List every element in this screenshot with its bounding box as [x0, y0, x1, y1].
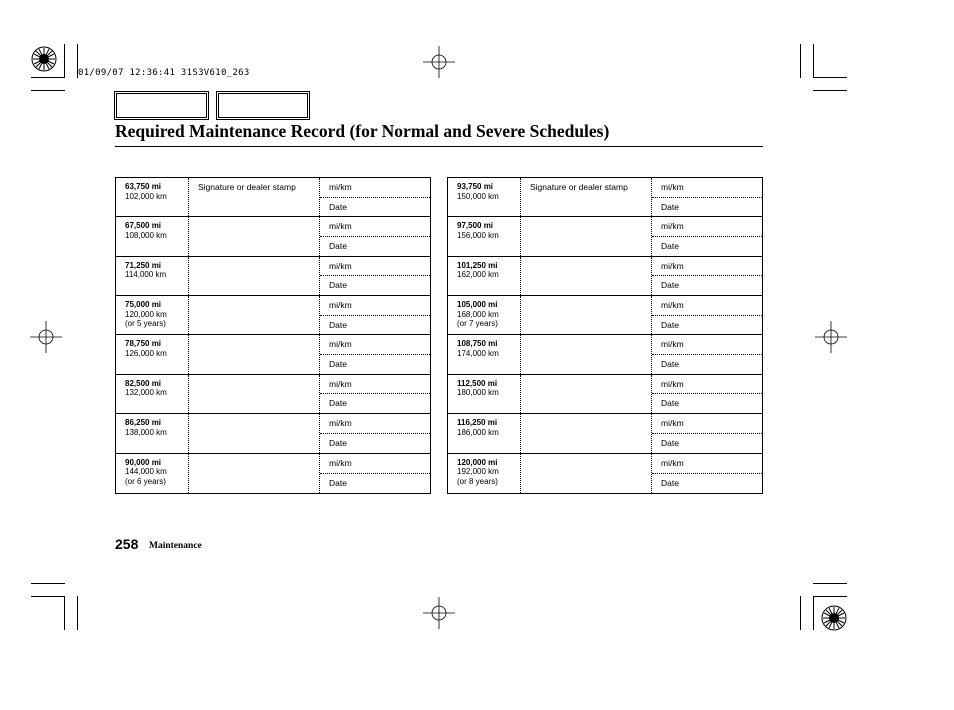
signature-cell[interactable]	[189, 454, 320, 493]
table-row	[116, 296, 430, 335]
signature-cell[interactable]	[189, 217, 320, 255]
mileage-field[interactable]	[652, 217, 762, 237]
table-row	[448, 454, 762, 493]
interval-cell	[116, 257, 189, 295]
mileage-field[interactable]	[320, 178, 430, 198]
record-fields	[652, 178, 762, 216]
interval-cell	[116, 375, 189, 413]
mileage-field[interactable]	[320, 414, 430, 434]
date-field[interactable]	[320, 474, 430, 493]
signature-cell[interactable]	[521, 375, 652, 413]
date-label: Date	[661, 398, 679, 409]
table-row	[448, 375, 762, 414]
mileage-field[interactable]	[320, 454, 430, 474]
interval-miles: 101,250 mi	[457, 260, 498, 270]
interval-miles: 112,500 mi	[457, 378, 498, 388]
date-field[interactable]	[320, 316, 430, 335]
interval-miles: 67,500 mi	[125, 221, 162, 231]
interval-km: 144,000 km	[125, 467, 167, 477]
interval-miles: 97,500 mi	[457, 221, 494, 231]
interval-cell	[116, 296, 189, 334]
date-label: Date	[661, 280, 679, 291]
registration-crosshair-icon	[423, 597, 455, 629]
interval-years: (or 8 years)	[457, 476, 498, 486]
signature-cell[interactable]	[521, 335, 652, 373]
date-label: Date	[329, 437, 347, 448]
interval-cell	[448, 335, 521, 373]
record-fields	[652, 217, 762, 255]
date-label: Date	[329, 201, 347, 212]
mileage-label: mi/km	[329, 300, 352, 311]
interval-years: (or 7 years)	[457, 319, 498, 329]
table-row	[116, 257, 430, 296]
date-field[interactable]	[320, 198, 430, 217]
interval-miles: 86,250 mi	[125, 418, 162, 428]
mileage-field[interactable]	[320, 257, 430, 277]
interval-cell	[448, 414, 521, 452]
mileage-field[interactable]	[652, 335, 762, 355]
interval-years: (or 5 years)	[125, 319, 166, 329]
date-label: Date	[329, 477, 347, 488]
signature-label: Signature or dealer stamp	[198, 182, 296, 192]
mileage-field[interactable]	[320, 217, 430, 237]
signature-cell[interactable]	[521, 217, 652, 255]
signature-cell[interactable]	[521, 296, 652, 334]
table-row	[116, 454, 430, 493]
record-fields	[320, 414, 430, 452]
interval-km: 126,000 km	[125, 348, 167, 358]
maintenance-record-table-left	[115, 177, 431, 494]
interval-cell	[116, 335, 189, 373]
mileage-field[interactable]	[652, 178, 762, 198]
interval-cell	[448, 375, 521, 413]
mileage-label: mi/km	[661, 221, 684, 232]
interval-cell	[116, 178, 189, 216]
date-label: Date	[329, 359, 347, 370]
interval-km: 132,000 km	[125, 388, 167, 398]
date-field[interactable]	[320, 355, 430, 374]
mileage-field[interactable]	[652, 375, 762, 395]
registration-crosshair-icon	[30, 321, 62, 353]
date-field[interactable]	[652, 237, 762, 256]
table-row	[116, 217, 430, 256]
signature-cell[interactable]	[521, 178, 652, 216]
registration-crosshair-icon	[423, 46, 455, 78]
record-fields	[652, 296, 762, 334]
mileage-label: mi/km	[329, 221, 352, 232]
interval-miles: 71,250 mi	[125, 260, 162, 270]
date-label: Date	[661, 319, 679, 330]
section-name: Maintenance	[149, 541, 202, 551]
mileage-label: mi/km	[661, 339, 684, 350]
mileage-field[interactable]	[320, 296, 430, 316]
mileage-label: mi/km	[329, 418, 352, 429]
interval-miles: 90,000 mi	[125, 457, 162, 467]
mileage-label: mi/km	[661, 182, 684, 192]
date-label: Date	[329, 280, 347, 291]
date-field[interactable]	[652, 276, 762, 295]
signature-label: Signature or dealer stamp	[530, 182, 628, 192]
record-fields	[320, 178, 430, 216]
interval-km: 162,000 km	[457, 270, 499, 280]
signature-cell[interactable]	[189, 375, 320, 413]
record-fields	[320, 296, 430, 334]
mileage-field[interactable]	[652, 414, 762, 434]
interval-cell	[448, 178, 521, 216]
date-field[interactable]	[652, 355, 762, 374]
record-fields	[320, 257, 430, 295]
table-row	[116, 335, 430, 374]
registration-starburst-icon	[820, 604, 848, 632]
signature-cell[interactable]	[521, 257, 652, 295]
interval-km: 108,000 km	[125, 230, 167, 240]
interval-cell	[448, 454, 521, 493]
record-fields	[320, 335, 430, 373]
mileage-field[interactable]	[652, 296, 762, 316]
record-fields	[320, 375, 430, 413]
date-label: Date	[661, 241, 679, 252]
interval-km: 174,000 km	[457, 348, 499, 358]
mileage-field[interactable]	[320, 335, 430, 355]
interval-cell	[116, 454, 189, 493]
title-rule	[115, 146, 763, 147]
interval-cell	[448, 257, 521, 295]
table-row	[116, 375, 430, 414]
interval-miles: 63,750 mi	[125, 182, 162, 191]
date-field[interactable]	[652, 394, 762, 413]
mileage-label: mi/km	[329, 182, 352, 192]
interval-km: 180,000 km	[457, 388, 499, 398]
header-tab-box	[116, 93, 207, 118]
table-row	[448, 217, 762, 256]
record-fields	[652, 454, 762, 493]
page-number: 258	[115, 536, 139, 552]
date-field[interactable]	[320, 276, 430, 295]
date-label: Date	[329, 398, 347, 409]
date-label: Date	[661, 201, 679, 212]
table-row	[448, 414, 762, 453]
record-fields	[652, 375, 762, 413]
interval-cell	[448, 217, 521, 255]
mileage-label: mi/km	[329, 339, 352, 350]
date-field[interactable]	[652, 198, 762, 217]
interval-miles: 75,000 mi	[125, 300, 162, 310]
signature-cell[interactable]	[189, 414, 320, 452]
date-label: Date	[329, 319, 347, 330]
date-label: Date	[661, 437, 679, 448]
mileage-label: mi/km	[329, 378, 352, 389]
interval-miles: 93,750 mi	[457, 182, 494, 191]
signature-cell[interactable]	[189, 335, 320, 373]
mileage-field[interactable]	[320, 375, 430, 395]
signature-cell[interactable]	[189, 257, 320, 295]
registration-starburst-icon	[30, 45, 58, 73]
interval-miles: 120,000 mi	[457, 457, 498, 467]
print-stamp: 01/09/07 12:36:41 31S3V610_263	[78, 68, 250, 78]
interval-miles: 105,000 mi	[457, 300, 498, 310]
interval-km: 138,000 km	[125, 427, 167, 437]
interval-km: 168,000 km	[457, 309, 499, 319]
mileage-label: mi/km	[661, 418, 684, 429]
record-fields	[652, 335, 762, 373]
table-row	[448, 335, 762, 374]
table-row	[448, 257, 762, 296]
maintenance-record-table-right	[447, 177, 763, 494]
interval-miles: 116,250 mi	[457, 418, 498, 428]
date-field[interactable]	[652, 434, 762, 453]
mileage-field[interactable]	[652, 454, 762, 474]
interval-miles: 82,500 mi	[125, 378, 162, 388]
mileage-label: mi/km	[661, 260, 684, 271]
interval-cell	[116, 414, 189, 452]
table-row	[448, 296, 762, 335]
header-tab-box	[218, 93, 308, 118]
mileage-label: mi/km	[661, 300, 684, 311]
interval-km: 102,000 km	[125, 191, 167, 201]
mileage-label: mi/km	[661, 457, 684, 468]
interval-miles: 108,750 mi	[457, 339, 498, 349]
interval-km: 156,000 km	[457, 230, 499, 240]
registration-crosshair-icon	[815, 321, 847, 353]
signature-cell[interactable]	[521, 414, 652, 452]
mileage-label: mi/km	[661, 378, 684, 389]
mileage-label: mi/km	[329, 457, 352, 468]
interval-km: 186,000 km	[457, 427, 499, 437]
date-field[interactable]	[652, 474, 762, 493]
record-fields	[652, 414, 762, 452]
interval-km: 114,000 km	[125, 270, 167, 280]
table-row	[116, 414, 430, 453]
table-row	[116, 178, 430, 217]
date-field[interactable]	[320, 434, 430, 453]
interval-years: (or 6 years)	[125, 476, 166, 486]
signature-cell[interactable]	[189, 178, 320, 216]
interval-miles: 78,750 mi	[125, 339, 162, 349]
interval-km: 150,000 km	[457, 191, 499, 201]
date-field[interactable]	[652, 316, 762, 335]
mileage-field[interactable]	[652, 257, 762, 277]
interval-km: 120,000 km	[125, 309, 167, 319]
date-label: Date	[661, 359, 679, 370]
mileage-label: mi/km	[329, 260, 352, 271]
date-field[interactable]	[320, 237, 430, 256]
interval-km: 192,000 km	[457, 467, 499, 477]
signature-cell[interactable]	[521, 454, 652, 493]
date-field[interactable]	[320, 394, 430, 413]
record-fields	[320, 454, 430, 493]
date-label: Date	[329, 241, 347, 252]
date-label: Date	[661, 477, 679, 488]
interval-cell	[448, 296, 521, 334]
interval-cell	[116, 217, 189, 255]
table-row	[448, 178, 762, 217]
record-fields	[320, 217, 430, 255]
page-title: Required Maintenance Record (for Normal and Severe Schedules)	[115, 121, 610, 141]
record-fields	[652, 257, 762, 295]
signature-cell[interactable]	[189, 296, 320, 334]
